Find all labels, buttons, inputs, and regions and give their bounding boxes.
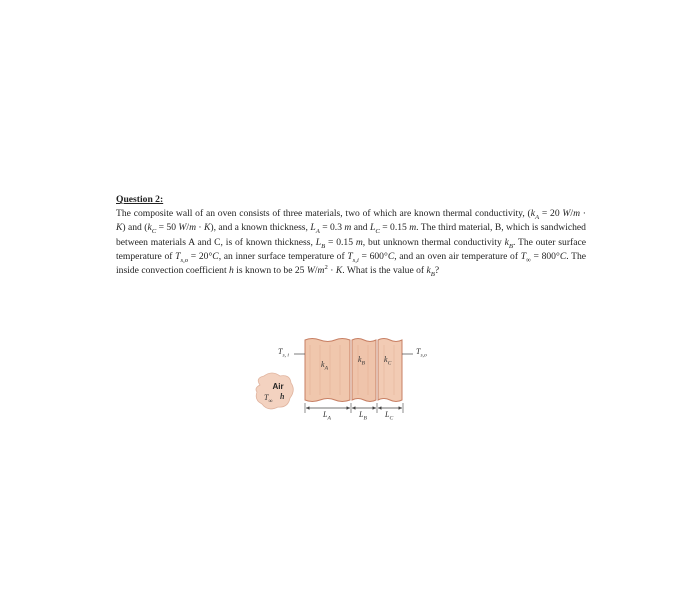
la-label: $L_A$	[323, 410, 331, 422]
lc-label: $L_C$	[385, 410, 394, 422]
kc-label: $k_C$	[384, 355, 392, 367]
wall-layer-b	[352, 339, 376, 402]
tso-label: $T_{s,o}$	[416, 347, 427, 359]
question-title: Question 2:	[116, 194, 164, 205]
h-label: h	[280, 392, 285, 401]
tsi-label: $T_{s, i}$	[278, 347, 289, 359]
ka-label: $k_A$	[321, 360, 328, 372]
composite-wall-figure	[250, 330, 460, 430]
air-label: Air	[272, 382, 284, 391]
wall-diagram	[250, 330, 460, 430]
tinf-label: $T_\infty$	[264, 393, 273, 405]
lb-label: $L_B$	[359, 410, 367, 422]
wall-layer-c	[378, 339, 402, 402]
kb-label: $k_B$	[358, 355, 365, 367]
question-text: The composite wall of an oven consists of three materials, two of which are known thermal conductivity, ($k_A = 20$ W/m · K) and ($k_C = 50$ W/m · K), and a known thickness, $L_A = 0.3$ m and $L_C = 0.15$ m. The third material, B, which is sandwiched between materials A and C, is of known thickness, $L_B = 0.15$ m, but unknown thermal conductivity $k_B$. The outer surface temperature of $T_{s,o} = 20^\circ C$, an inner surface temperature of $T_{s,i} = 600^\circ C$, and an oven air temperature of $T_\infty = 800^\circ C$. The inside convection coefficient h is known to be 25 $W/m^2 \cdot K$. What is the value of $k_B$?	[116, 208, 587, 278]
question-block	[116, 193, 586, 278]
